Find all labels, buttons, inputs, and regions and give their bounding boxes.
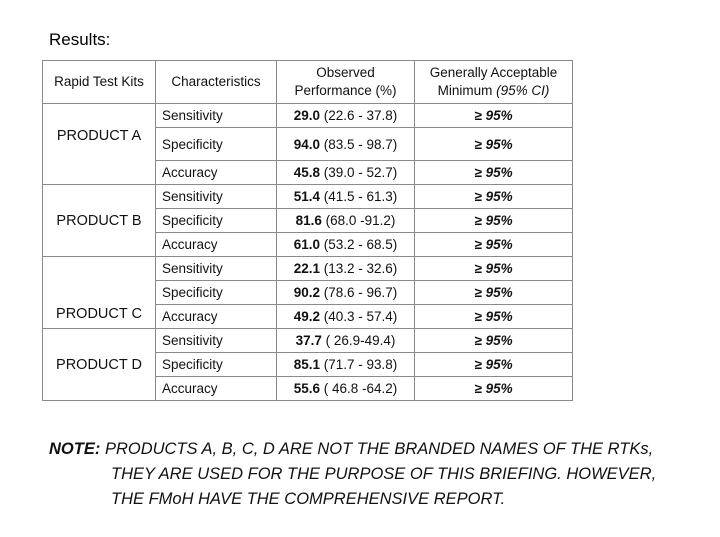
observed-range: (78.6 - 96.7) — [323, 285, 398, 300]
note-line-3: THE FMoH HAVE THE COMPREHENSIVE REPORT. — [111, 490, 506, 508]
minimum-cell: ≥ 95% — [415, 185, 573, 209]
minimum-cell: ≥ 95% — [415, 329, 573, 353]
header-minimum-line1: Generally Acceptable — [429, 65, 558, 80]
minimum-cell: ≥ 95% — [415, 161, 573, 185]
observed-value: 85.1 — [293, 357, 320, 372]
observed-range: (83.5 - 98.7) — [323, 136, 398, 152]
observed-value: 22.1 — [293, 261, 320, 276]
table-row — [43, 329, 573, 353]
minimum-cell: ≥ 95% — [415, 104, 573, 128]
observed-value: 90.2 — [293, 285, 320, 300]
minimum-cell: ≥ 95% — [415, 128, 573, 161]
results-table — [42, 60, 573, 401]
minimum-cell: ≥ 95% — [415, 257, 573, 281]
briefing-note — [49, 437, 656, 512]
minimum-cell: ≥ 95% — [415, 233, 573, 257]
note-label: NOTE: — [49, 440, 101, 458]
observed-range: (13.2 - 32.6) — [323, 261, 398, 276]
observed-range: (40.3 - 57.4) — [323, 309, 398, 324]
observed-cell — [277, 185, 415, 209]
observed-cell — [277, 353, 415, 377]
minimum-cell: ≥ 95% — [415, 281, 573, 305]
minimum-cell: ≥ 95% — [415, 305, 573, 329]
product-c-label: PRODUCT C — [43, 257, 156, 329]
product-b-label: PRODUCT B — [43, 185, 156, 257]
characteristic-cell: Specificity — [156, 281, 277, 305]
observed-range: (71.7 - 93.8) — [323, 357, 398, 372]
observed-value: 29.0 — [293, 108, 320, 123]
observed-value: 94.0 — [293, 136, 320, 152]
characteristic-cell: Accuracy — [156, 305, 277, 329]
observed-range: ( 46.8 -64.2) — [323, 381, 398, 396]
table-row — [43, 104, 573, 128]
observed-cell — [277, 233, 415, 257]
observed-value: 51.4 — [293, 189, 320, 204]
observed-range: (22.6 - 37.8) — [323, 108, 398, 123]
minimum-cell: ≥ 95% — [415, 353, 573, 377]
observed-cell — [277, 161, 415, 185]
characteristic-cell: Sensitivity — [156, 104, 277, 128]
observed-cell — [277, 257, 415, 281]
characteristic-cell: Specificity — [156, 128, 277, 161]
characteristic-cell: Specificity — [156, 209, 277, 233]
note-line-2: THEY ARE USED FOR THE PURPOSE OF THIS BRIEFING. HOWEVER, — [111, 465, 657, 483]
table-row — [43, 257, 573, 281]
header-observed-line2: Performance (%) — [294, 83, 397, 98]
product-d-label: PRODUCT D — [43, 329, 156, 401]
observed-value: 81.6 — [295, 213, 322, 228]
observed-range: (53.2 - 68.5) — [323, 237, 398, 252]
observed-cell — [277, 329, 415, 353]
note-line-1: PRODUCTS A, B, C, D ARE NOT THE BRANDED NAMES OF THE RTKs, — [104, 440, 654, 458]
header-minimum-line2: Minimum — [437, 83, 493, 98]
header-acceptable-minimum — [415, 61, 573, 104]
observed-value: 49.2 — [293, 309, 320, 324]
observed-range: ( 26.9-49.4) — [325, 333, 396, 348]
minimum-cell: ≥ 95% — [415, 209, 573, 233]
observed-cell — [277, 209, 415, 233]
characteristic-cell: Sensitivity — [156, 329, 277, 353]
minimum-cell: ≥ 95% — [415, 377, 573, 401]
observed-value: 37.7 — [295, 333, 322, 348]
header-observed-line1: Observed — [316, 65, 375, 80]
results-heading: Results: — [49, 30, 111, 49]
characteristic-cell: Accuracy — [156, 377, 277, 401]
header-observed-performance — [277, 61, 415, 104]
product-a-label: PRODUCT A — [43, 104, 156, 185]
observed-cell — [277, 281, 415, 305]
table-row — [43, 185, 573, 209]
characteristic-cell: Sensitivity — [156, 185, 277, 209]
observed-range: (39.0 - 52.7) — [323, 165, 398, 180]
observed-range: (41.5 - 61.3) — [323, 189, 398, 204]
observed-cell — [277, 377, 415, 401]
header-characteristics: Characteristics — [156, 61, 277, 104]
characteristic-cell: Accuracy — [156, 161, 277, 185]
observed-value: 45.8 — [293, 165, 320, 180]
table-header-row — [43, 61, 573, 104]
observed-value: 61.0 — [293, 237, 320, 252]
header-rapid-test-kits: Rapid Test Kits — [43, 61, 156, 104]
header-minimum-ci: (95% CI) — [496, 83, 550, 98]
observed-cell — [277, 104, 415, 128]
observed-cell — [277, 128, 415, 161]
characteristic-cell: Accuracy — [156, 233, 277, 257]
observed-range: (68.0 -91.2) — [325, 213, 396, 228]
characteristic-cell: Specificity — [156, 353, 277, 377]
observed-cell — [277, 305, 415, 329]
characteristic-cell: Sensitivity — [156, 257, 277, 281]
observed-value: 55.6 — [293, 381, 320, 396]
